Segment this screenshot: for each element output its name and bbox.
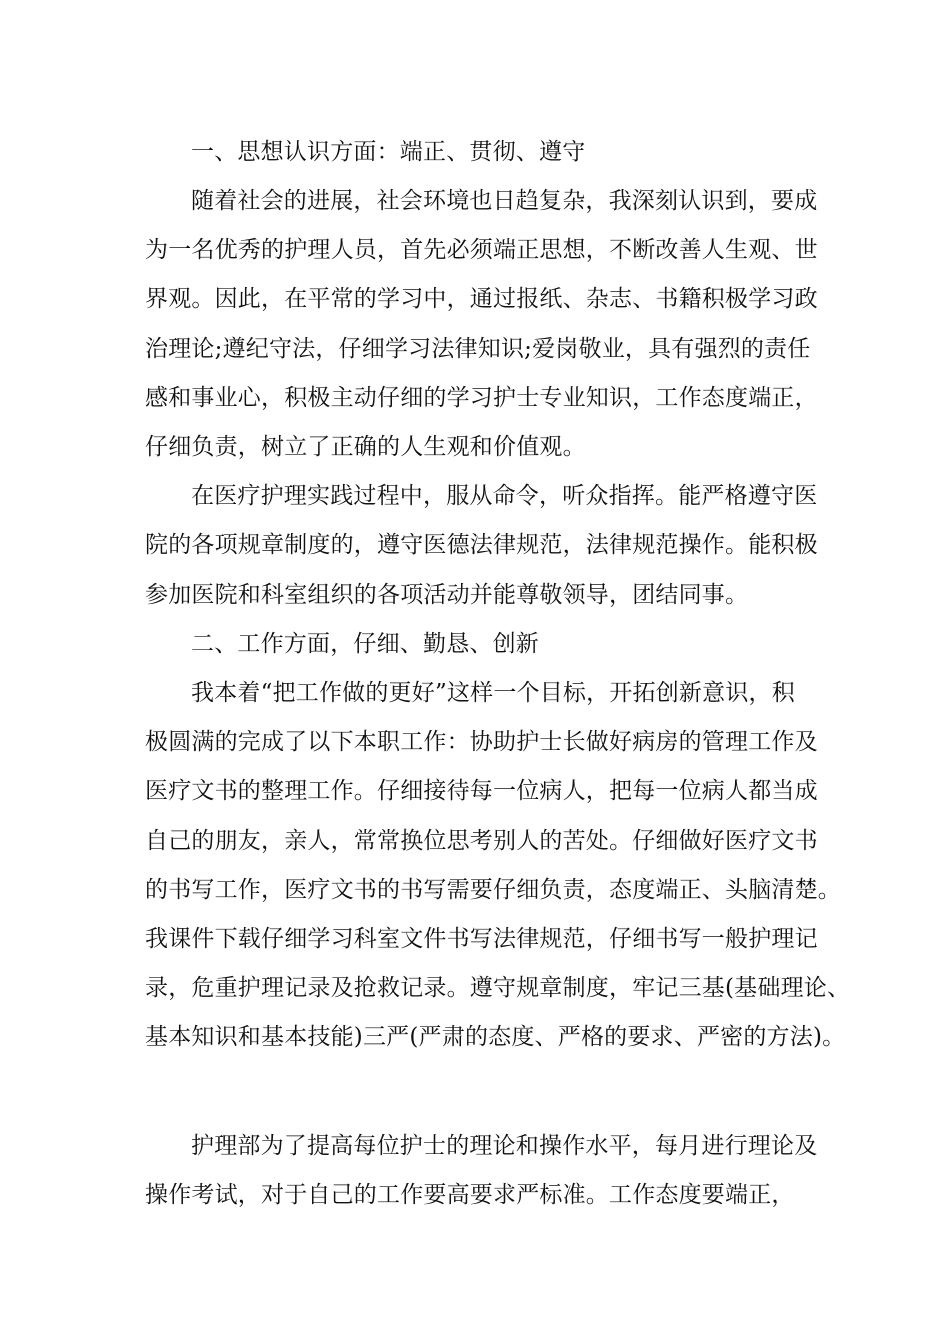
paragraph-line: 医疗文书的整理工作。仔细接待每一位病人，把每一位病人都当成	[145, 778, 818, 804]
paragraph-line: 护理部为了提高每位护士的理论和操作水平，每月进行理论及	[191, 1133, 818, 1159]
paragraph-line: 录，危重护理记录及抢救记录。遵守规章制度，牢记三基(基础理论、	[145, 975, 851, 1001]
paragraph-line: 治理论;遵纪守法，仔细学习法律知识;爱岗敬业，具有强烈的责任	[145, 336, 811, 362]
paragraph-line: 的书写工作，医疗文书的书写需要仔细负责，态度端正、头脑清楚。	[145, 877, 841, 903]
paragraph-line: 仔细负责，树立了正确的人生观和价值观。	[145, 434, 586, 460]
paragraph-line: 在医疗护理实践过程中，服从命令，听众指挥。能严格遵守医	[191, 483, 818, 509]
paragraph-line: 我课件下载仔细学习科室文件书写法律规范，仔细书写一般护理记	[145, 926, 818, 952]
paragraph-line: 参加医院和科室组织的各项活动并能尊敬领导，团结同事。	[145, 582, 749, 608]
paragraph-line: 院的各项规章制度的，遵守医德法律规范，法律规范操作。能积极	[145, 532, 818, 558]
section-heading-1: 一、思想认识方面：端正、贯彻、遵守	[191, 139, 586, 165]
paragraph-line: 感和事业心，积极主动仔细的学习护士专业知识，工作态度端正，	[145, 385, 818, 411]
paragraph-line: 我本着“把工作做的更好”这样一个目标，开拓创新意识，积	[191, 680, 795, 706]
paragraph-line: 极圆满的完成了以下本职工作：协助护士长做好病房的管理工作及	[145, 729, 818, 755]
paragraph-line: 界观。因此，在平常的学习中，通过报纸、杂志、书籍积极学习政	[145, 286, 818, 312]
paragraph-line: 自己的朋友，亲人，常常换位思考别人的苦处。仔细做好医疗文书	[145, 828, 818, 854]
paragraph-line: 操作考试，对于自己的工作要高要求严标准。工作态度要端正，	[145, 1182, 795, 1208]
paragraph-line: 基本知识和基本技能)三严(严肃的态度、严格的要求、严密的方法)。	[145, 1024, 846, 1050]
paragraph-line: 为一名优秀的护理人员，首先必须端正思想，不断改善人生观、世	[145, 237, 818, 263]
section-heading-2: 二、工作方面，仔细、勤恳、创新	[191, 631, 539, 657]
paragraph-line: 随着社会的进展，社会环境也日趋复杂，我深刻认识到，要成	[191, 188, 818, 214]
